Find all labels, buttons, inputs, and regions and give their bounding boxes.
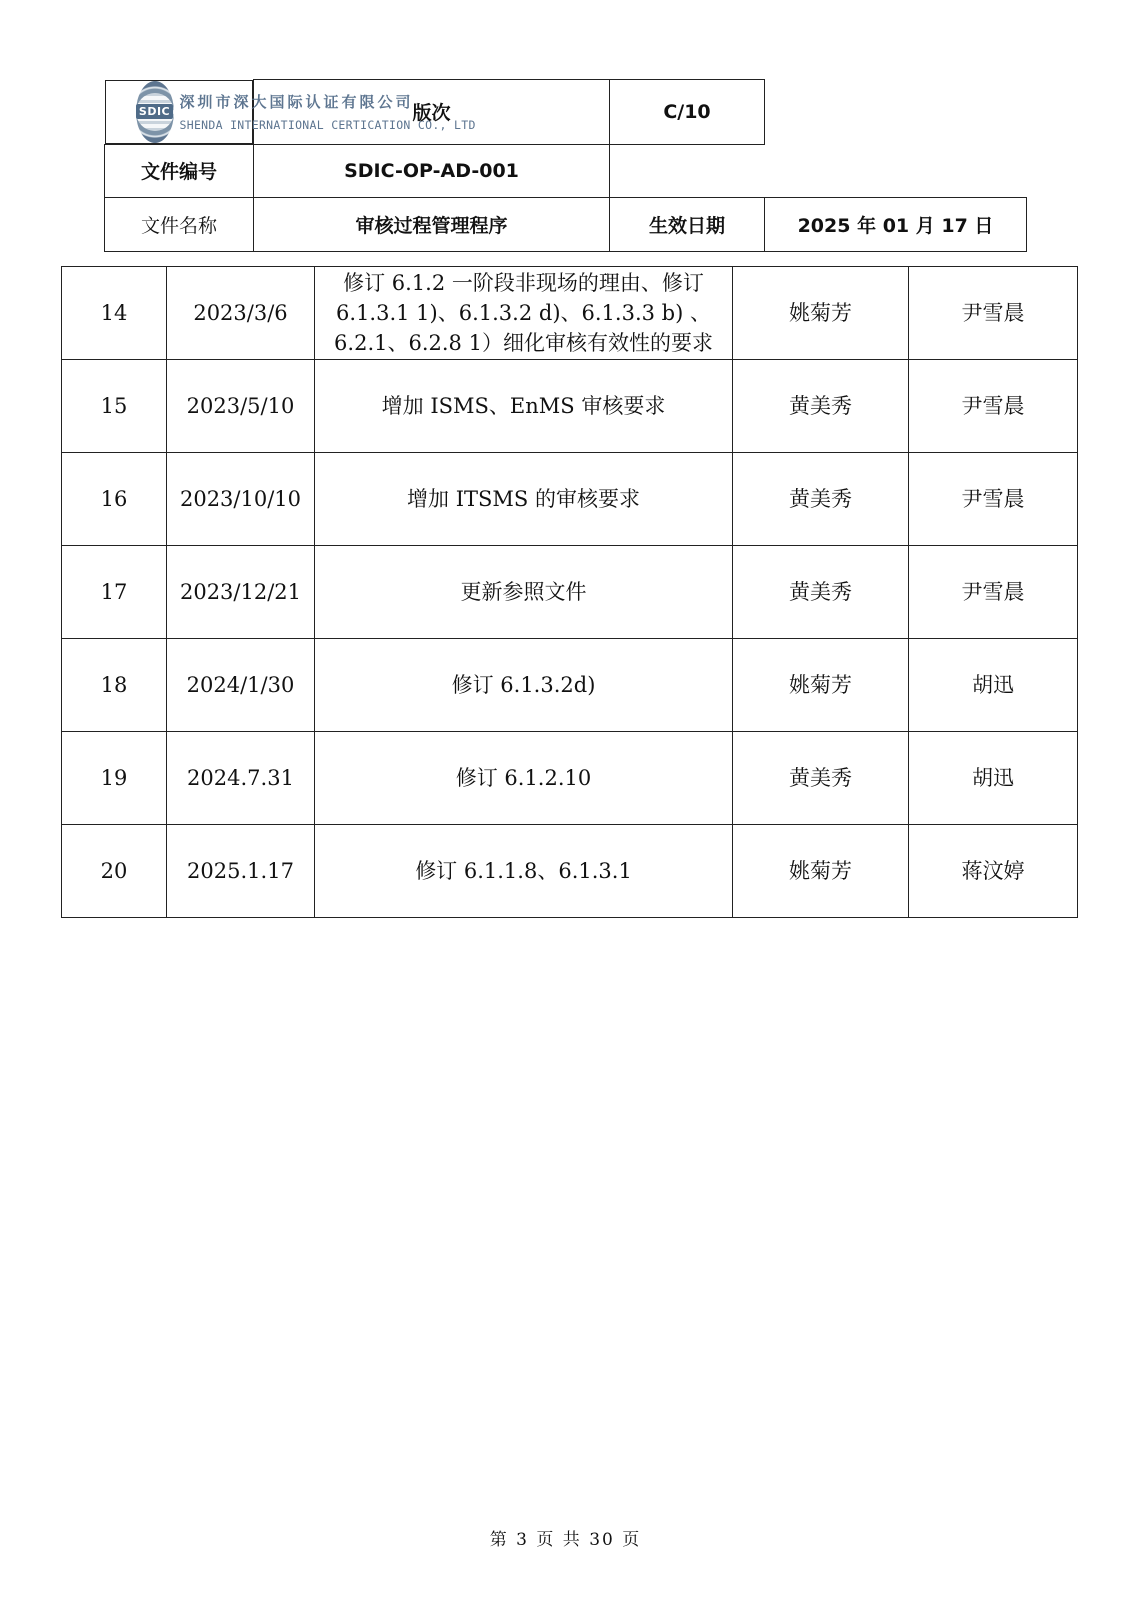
version-label: 版次 xyxy=(254,80,610,145)
revision-approver: 尹雪晨 xyxy=(909,267,1078,360)
revision-date: 2023/10/10 xyxy=(167,453,315,546)
doc-name-label: 文件名称 xyxy=(105,197,254,251)
revision-content-line: 增加 ISMS、EnMS 审核要求 xyxy=(381,394,666,418)
revision-content-line: 6.2.1、6.2.8 1）细化审核有效性的要求 xyxy=(334,331,713,355)
table-row xyxy=(62,546,1078,639)
document-header xyxy=(104,79,1027,252)
revision-date: 2023/12/21 xyxy=(167,546,315,639)
logo-abbreviation: SDIC xyxy=(136,104,173,119)
revision-date: 2023/3/6 xyxy=(167,267,315,360)
effective-date-value: 2025 年 01 月 17 日 xyxy=(765,197,1027,251)
table-row xyxy=(62,825,1078,918)
company-name-cn: 深圳市深大国际认证有限公司 xyxy=(179,93,414,111)
company-name-en: SHENDA INTERNATIONAL CERTICATION CO., LTD xyxy=(179,118,476,132)
revision-content xyxy=(315,825,733,918)
revision-approver: 胡迅 xyxy=(909,732,1078,825)
revision-number: 14 xyxy=(62,267,167,360)
version-value: C/10 xyxy=(610,80,765,145)
table-row xyxy=(62,360,1078,453)
revision-approver: 蒋汶婷 xyxy=(909,825,1078,918)
revision-author: 黄美秀 xyxy=(733,732,909,825)
page-number: 第 3 页 共 30 页 xyxy=(489,1530,642,1550)
revision-content-line: 更新参照文件 xyxy=(460,580,587,604)
revision-author: 黄美秀 xyxy=(733,546,909,639)
revision-number: 19 xyxy=(62,732,167,825)
revision-content xyxy=(315,453,733,546)
revision-content-line: 增加 ITSMS 的审核要求 xyxy=(407,487,640,511)
revision-content xyxy=(315,546,733,639)
revision-date: 2023/5/10 xyxy=(167,360,315,453)
table-row xyxy=(62,267,1078,360)
revision-approver: 尹雪晨 xyxy=(909,453,1078,546)
revision-author: 黄美秀 xyxy=(733,360,909,453)
revision-number: 20 xyxy=(62,825,167,918)
revision-author: 姚菊芳 xyxy=(733,267,909,360)
revision-author: 姚菊芳 xyxy=(733,825,909,918)
revision-number: 18 xyxy=(62,639,167,732)
revision-content xyxy=(315,732,733,825)
revision-content xyxy=(315,267,733,360)
revision-date: 2024.7.31 xyxy=(167,732,315,825)
revision-author: 姚菊芳 xyxy=(733,639,909,732)
table-row xyxy=(62,639,1078,732)
revision-content-line: 修订 6.1.2.10 xyxy=(455,766,592,790)
revision-approver: 胡迅 xyxy=(909,639,1078,732)
revision-number: 17 xyxy=(62,546,167,639)
revision-content-line: 修订 6.1.1.8、6.1.3.1 xyxy=(415,859,632,883)
doc-number-value: SDIC-OP-AD-001 xyxy=(254,144,610,197)
revision-approver: 尹雪晨 xyxy=(909,360,1078,453)
revision-author: 黄美秀 xyxy=(733,453,909,546)
revision-date: 2025.1.17 xyxy=(167,825,315,918)
revision-approver: 尹雪晨 xyxy=(909,546,1078,639)
revision-content-line: 修订 6.1.2 一阶段非现场的理由、修订 xyxy=(343,271,704,295)
revision-number: 15 xyxy=(62,360,167,453)
revision-number: 16 xyxy=(62,453,167,546)
table-row xyxy=(62,453,1078,546)
doc-number-label: 文件编号 xyxy=(105,144,254,197)
doc-name-value: 审核过程管理程序 xyxy=(254,197,610,251)
revision-date: 2024/1/30 xyxy=(167,639,315,732)
revision-content-line: 修订 6.1.3.2d) xyxy=(451,673,596,697)
revision-content-line: 6.1.3.1 1)、6.1.3.2 d)、6.1.3.3 b) 、 xyxy=(336,301,711,325)
effective-date-label: 生效日期 xyxy=(610,197,765,251)
revision-history-table xyxy=(61,266,1078,918)
table-row xyxy=(62,732,1078,825)
revision-content xyxy=(315,639,733,732)
revision-content xyxy=(315,360,733,453)
company-seal-icon xyxy=(136,81,174,143)
